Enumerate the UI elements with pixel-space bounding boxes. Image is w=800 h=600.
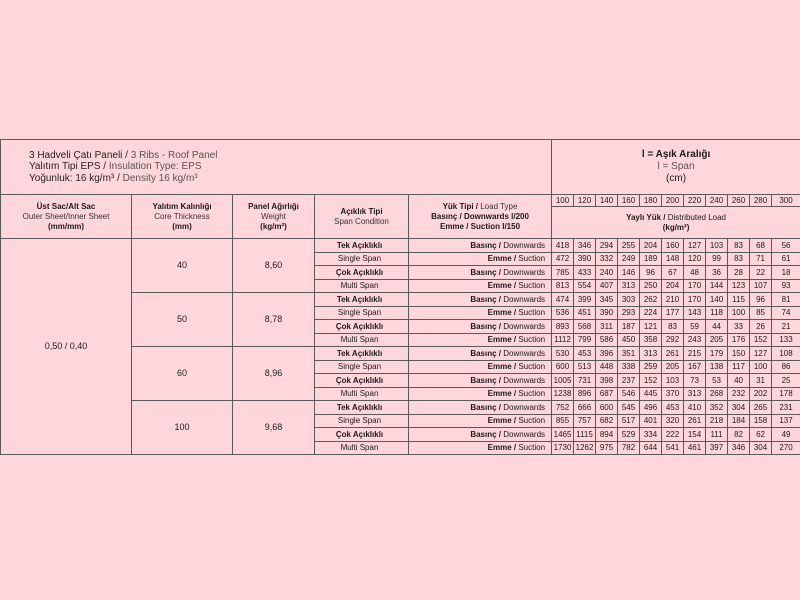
load-value: 127 [684,239,706,253]
load-value: 474 [552,293,574,307]
load-value: 85 [750,306,772,320]
load-value: 270 [772,441,800,455]
load-type-label: Emme / Suction [409,414,552,428]
load-value: 31 [750,374,772,388]
load-value: 100 [728,306,750,320]
load-value: 237 [618,374,640,388]
insulation-type-en: Insulation Type: EPS [108,161,202,173]
load-value: 120 [684,252,706,266]
load-value: 83 [728,252,750,266]
load-value: 146 [618,266,640,280]
load-value: 103 [706,239,728,253]
load-value: 68 [750,239,772,253]
load-value: 1005 [552,374,574,388]
load-value: 107 [750,279,772,293]
load-value: 451 [574,306,596,320]
load-value: 218 [706,414,728,428]
load-value: 249 [618,252,640,266]
core-header: Yalıtım Kalınlığı Core Thickness (mm) [132,195,233,239]
load-value: 83 [728,239,750,253]
load-value: 332 [596,252,618,266]
panel-weight: 9,68 [233,401,315,455]
load-value: 204 [640,239,662,253]
load-value: 144 [706,279,728,293]
span-condition-label: Single Span [315,306,409,320]
load-value: 18 [772,266,800,280]
load-type-label: Basınç / Downwards [409,428,552,442]
panel-title-block: 3 Hadveli Çatı Paneli / 3 Ribs - Roof Panel Yalıtım Tipi EPS / Insulation Type: EPS Yoğunluk: 16 kg/m³ / Density 16 kg/m³ [1,140,552,195]
load-value: 461 [684,441,706,455]
load-value: 855 [552,414,574,428]
core-thickness: 40 [132,239,233,293]
load-value: 81 [772,293,800,307]
load-value: 224 [640,306,662,320]
load-type-label: Basınç / Downwards [409,320,552,334]
density: Yoğunluk: 16 kg/m³ [29,172,115,184]
load-value: 513 [574,360,596,374]
load-value: 410 [684,401,706,415]
core-thickness: 60 [132,347,233,401]
span-condition-label: Tek Açıklıklı [315,401,409,415]
load-value: 313 [618,279,640,293]
load-value: 204 [662,279,684,293]
load-value: 313 [684,387,706,401]
load-value: 262 [640,293,662,307]
load-value: 546 [618,387,640,401]
load-value: 71 [750,252,772,266]
load-value: 231 [772,401,800,415]
load-value: 93 [772,279,800,293]
load-value: 25 [772,374,800,388]
load-value: 21 [772,320,800,334]
load-value: 160 [662,239,684,253]
load-value: 352 [706,401,728,415]
load-value: 137 [772,414,800,428]
load-value: 22 [750,266,772,280]
load-value: 472 [552,252,574,266]
span-value: 300 [772,195,800,207]
load-value: 586 [596,333,618,347]
load-value: 682 [596,414,618,428]
load-value: 67 [662,266,684,280]
load-value: 205 [662,360,684,374]
load-value: 687 [596,387,618,401]
load-type-label: Basınç / Downwards [409,401,552,415]
load-type-label: Emme / Suction [409,252,552,266]
core-thickness: 50 [132,293,233,347]
load-value: 100 [750,360,772,374]
load-value: 453 [662,401,684,415]
load-type-label: Basınç / Downwards [409,374,552,388]
load-value: 187 [618,320,640,334]
load-value: 397 [706,441,728,455]
load-value: 757 [574,414,596,428]
load-value: 600 [596,401,618,415]
load-value: 975 [596,441,618,455]
table-row [1,239,800,253]
load-type-label: Emme / Suction [409,279,552,293]
span-condition-label: Çok Açıklıklı [315,428,409,442]
load-type-label: Basınç / Downwards [409,293,552,307]
load-value: 44 [706,320,728,334]
load-value: 176 [728,333,750,347]
density-en: Density 16 kg/m³ [122,172,198,184]
load-value: 644 [640,441,662,455]
span-condition-label: Single Span [315,360,409,374]
span-value: 100 [552,195,574,207]
load-value: 118 [706,306,728,320]
load-value: 143 [684,306,706,320]
load-value: 26 [750,320,772,334]
load-value: 255 [618,239,640,253]
load-value: 82 [728,428,750,442]
load-value: 554 [574,279,596,293]
load-value: 320 [662,414,684,428]
load-value: 453 [574,347,596,361]
load-value: 313 [640,347,662,361]
sheet-header: Üst Sac/Alt Sac Outer Sheet/Inner Sheet (mm/mm) [1,195,132,239]
load-value: 1730 [552,441,574,455]
load-value: 117 [728,360,750,374]
load-type-label: Emme / Suction [409,333,552,347]
load-value: 496 [640,401,662,415]
load-value: 123 [728,279,750,293]
load-value: 517 [618,414,640,428]
load-type-label: Emme / Suction [409,306,552,320]
span-value: 120 [574,195,596,207]
span-condition-header: Açıklık Tipi Span Condition [315,195,409,239]
load-value: 346 [574,239,596,253]
panel-title: 3 Hadveli Çatı Paneli [29,149,123,161]
load-value: 56 [772,239,800,253]
core-thickness: 100 [132,401,233,455]
load-value: 49 [772,428,800,442]
load-value: 83 [662,320,684,334]
sheet-thickness: 0,50 / 0,40 [1,239,132,455]
span-condition-label: Multi Span [315,279,409,293]
load-value: 1238 [552,387,574,401]
span-condition-label: Single Span [315,414,409,428]
load-value: 232 [728,387,750,401]
load-type-label: Emme / Suction [409,360,552,374]
span-condition-label: Çok Açıklıklı [315,320,409,334]
span-condition-label: Tek Açıklıklı [315,239,409,253]
load-value: 293 [618,306,640,320]
load-value: 154 [684,428,706,442]
load-value: 150 [728,347,750,361]
load-value: 782 [618,441,640,455]
load-value: 121 [640,320,662,334]
load-value: 418 [552,239,574,253]
load-value: 338 [618,360,640,374]
load-value: 108 [772,347,800,361]
load-value: 189 [640,252,662,266]
load-value: 450 [618,333,640,347]
span-unit: (cm) [666,173,687,184]
load-value: 61 [772,252,800,266]
span-value: 200 [662,195,684,207]
load-value: 205 [706,333,728,347]
load-value: 358 [640,333,662,347]
load-value: 170 [684,279,706,293]
load-value: 152 [640,374,662,388]
span-title: l = Aşık Aralığı [641,149,711,160]
load-value: 390 [596,306,618,320]
load-value: 96 [750,293,772,307]
load-value: 73 [684,374,706,388]
load-value: 261 [662,347,684,361]
load-value: 399 [574,293,596,307]
load-value: 152 [750,333,772,347]
load-value: 74 [772,306,800,320]
load-value: 53 [706,374,728,388]
load-value: 202 [750,387,772,401]
load-value: 127 [750,347,772,361]
load-value: 666 [574,401,596,415]
load-value: 1115 [574,428,596,442]
load-value: 345 [596,293,618,307]
span-header [552,140,800,195]
load-type-label: Basınç / Downwards [409,266,552,280]
load-value: 261 [684,414,706,428]
load-value: 396 [596,347,618,361]
load-value: 240 [596,266,618,280]
load-value: 600 [552,360,574,374]
weight-header: Panel Ağırlığı Weight (kg/m²) [233,195,315,239]
load-value: 265 [750,401,772,415]
load-value: 148 [662,252,684,266]
load-value: 179 [706,347,728,361]
load-value: 184 [728,414,750,428]
load-value: 222 [662,428,684,442]
span-condition-label: Tek Açıklıklı [315,293,409,307]
load-value: 893 [552,320,574,334]
load-value: 351 [618,347,640,361]
load-value: 294 [596,239,618,253]
load-type-header: Yük Tipi / Load Type Basınç / Downwards l/200 Emme / Suction l/150 [409,195,552,239]
load-value: 1465 [552,428,574,442]
span-value: 280 [750,195,772,207]
load-value: 370 [662,387,684,401]
load-value: 138 [706,360,728,374]
span-condition-label: Çok Açıklıklı [315,266,409,280]
load-table [0,139,800,455]
span-value: 160 [618,195,640,207]
span-condition-label: Single Span [315,252,409,266]
load-value: 346 [728,441,750,455]
load-value: 448 [596,360,618,374]
load-value: 303 [618,293,640,307]
panel-weight: 8,60 [233,239,315,293]
load-value: 398 [596,374,618,388]
load-value: 536 [552,306,574,320]
load-value: 167 [684,360,706,374]
span-condition-label: Çok Açıklıklı [315,374,409,388]
load-value: 62 [750,428,772,442]
load-value: 731 [574,374,596,388]
load-value: 545 [618,401,640,415]
load-value: 210 [662,293,684,307]
load-value: 250 [640,279,662,293]
span-subtitle: l = Span [657,161,695,172]
load-value: 158 [750,414,772,428]
span-condition-label: Multi Span [315,387,409,401]
load-value: 259 [640,360,662,374]
load-value: 530 [552,347,574,361]
load-value: 390 [574,252,596,266]
load-value: 445 [640,387,662,401]
span-value: 180 [640,195,662,207]
load-value: 268 [706,387,728,401]
load-value: 28 [728,266,750,280]
load-value: 178 [772,387,800,401]
load-value: 401 [640,414,662,428]
span-condition-label: Tek Açıklıklı [315,347,409,361]
load-value: 36 [706,266,728,280]
load-value: 813 [552,279,574,293]
load-type-label: Basınç / Downwards [409,239,552,253]
panel-weight: 8,78 [233,293,315,347]
load-value: 40 [728,374,750,388]
load-value: 96 [640,266,662,280]
span-value: 220 [684,195,706,207]
load-type-label: Emme / Suction [409,387,552,401]
load-value: 115 [728,293,750,307]
load-value: 407 [596,279,618,293]
load-value: 215 [684,347,706,361]
load-value: 111 [706,428,728,442]
load-table-sheet [0,139,800,455]
load-value: 433 [574,266,596,280]
load-value: 311 [596,320,618,334]
span-value: 240 [706,195,728,207]
load-value: 292 [662,333,684,347]
span-condition-label: Multi Span [315,333,409,347]
load-value: 334 [640,428,662,442]
load-type-label: Basınç / Downwards [409,347,552,361]
load-value: 568 [574,320,596,334]
load-value: 133 [772,333,800,347]
span-value: 140 [596,195,618,207]
load-value: 177 [662,306,684,320]
load-value: 170 [684,293,706,307]
span-condition-label: Multi Span [315,441,409,455]
load-value: 48 [684,266,706,280]
load-value: 541 [662,441,684,455]
distributed-load-header: Yaylı Yük / Distributed Load (kg/m²) [552,207,800,239]
panel-weight: 8,96 [233,347,315,401]
span-value: 260 [728,195,750,207]
load-value: 1262 [574,441,596,455]
panel-title-en: 3 Ribs - Roof Panel [130,149,218,161]
load-value: 304 [750,441,772,455]
load-value: 752 [552,401,574,415]
load-type-label: Emme / Suction [409,441,552,455]
load-value: 243 [684,333,706,347]
load-value: 304 [728,401,750,415]
insulation-type: Yalıtım Tipi EPS [29,161,101,173]
load-value: 896 [574,387,596,401]
load-value: 99 [706,252,728,266]
load-value: 1112 [552,333,574,347]
load-value: 103 [662,374,684,388]
load-value: 799 [574,333,596,347]
load-value: 86 [772,360,800,374]
load-value: 59 [684,320,706,334]
load-value: 529 [618,428,640,442]
load-value: 33 [728,320,750,334]
load-value: 140 [706,293,728,307]
load-value: 785 [552,266,574,280]
load-value: 894 [596,428,618,442]
